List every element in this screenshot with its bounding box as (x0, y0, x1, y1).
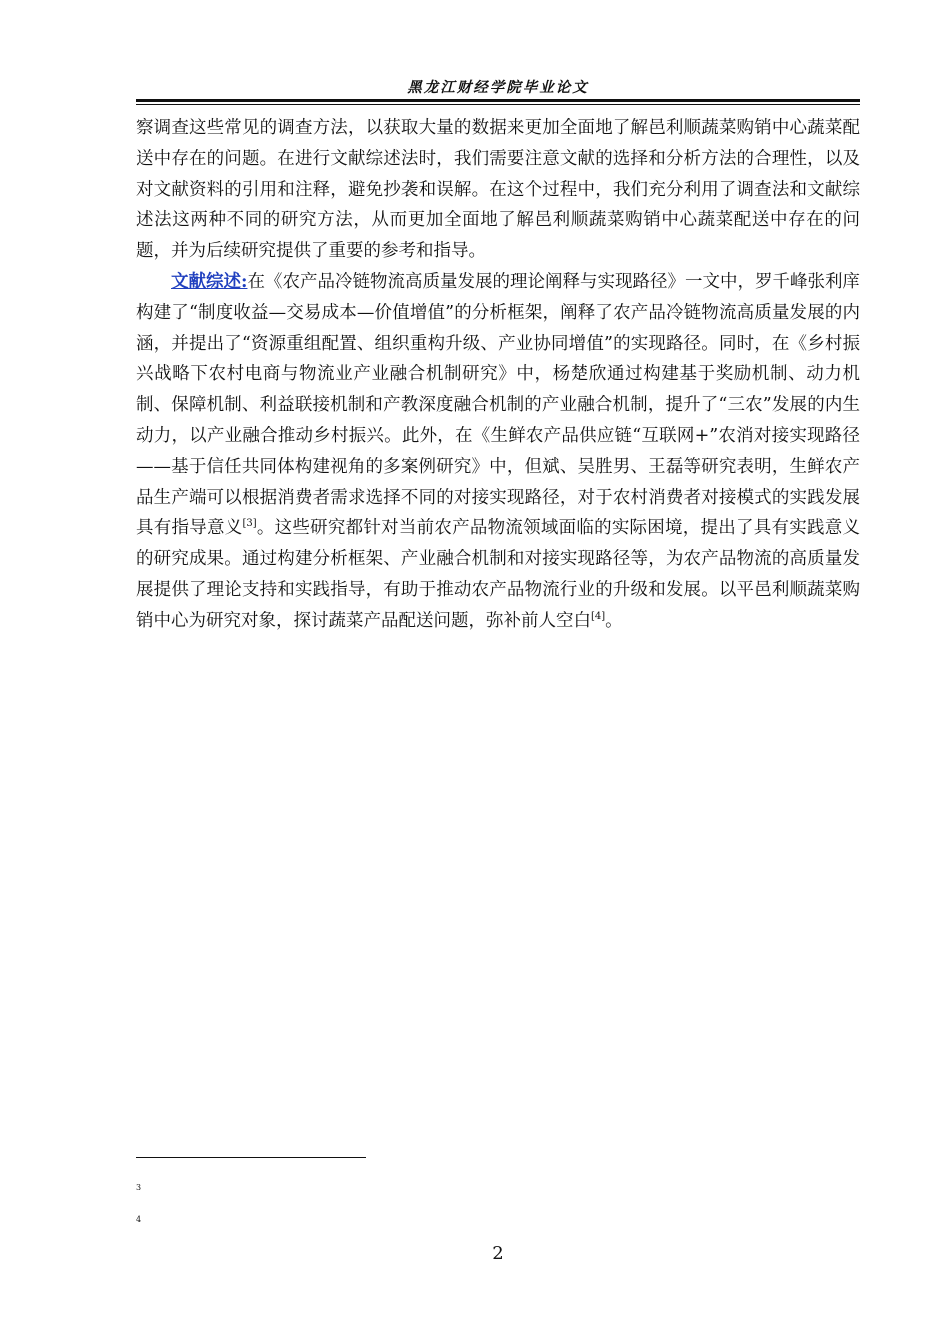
running-header: 黑龙江财经学院毕业论文 (407, 79, 589, 96)
citation-4: [4] (591, 610, 606, 622)
citation-3: [3] (242, 518, 257, 530)
paragraph-literature-review (136, 267, 860, 637)
literature-review-text-3: 。 (605, 610, 623, 631)
footnote-3-marker: 3 (136, 1183, 142, 1192)
page-number: 2 (492, 1243, 504, 1264)
literature-review-heading: 文献综述: (171, 271, 248, 292)
header-rule-thin (136, 104, 860, 105)
footnote-4-marker: 4 (136, 1215, 142, 1224)
header-rule-thick (136, 99, 860, 102)
literature-review-text-2: 。这些研究都针对当前农产品物流领域面临的实际困境，提出了具有实践意义的研究成果。通过构建分析框架、产业融合机制和对接实现路径等，为农产品物流的高质量发展提供了理论支持和实践指导，有助于推动农产品物流行业的升级和发展。以平邑利顺蔬菜购销中心为研究对象，探讨蔬菜产品配送问题，弥补前人空白 (136, 518, 861, 631)
literature-review-text-1: 在《农产品冷链物流高质量发展的理论阐释与实现路径》一文中，罗千峰张利庠构建了“制度收益—交易成本—价值增值”的分析框架，阐释了农产品冷链物流高质量发展的内涵，并提出了“资源重组配置、组织重构升级、产业协同增值”的实现路径。同时，在《乡村振兴战略下农村电商与物流业产业融合机制研究》中，杨楚欣通过构建基于奖励机制、动力机制、保障机制、利益联接机制和产教深度融合机制的产业融合机制，提升了“三农”发展的内生动力，以产业融合推动乡村振兴。此外，在《生鲜农产品供应链“互联网+”农消对接实现路径——基于信任共同体构建视角的多案例研究》中，但斌、吴胜男、王磊等研究表明，生鲜农产品生产端可以根据消费者需求选择不同的对接实现路径，对于农村消费者对接模式的实践发展具有指导意义 (136, 271, 860, 539)
body-text (136, 113, 860, 637)
footnote-separator (136, 1157, 366, 1158)
paragraph-methods-continued: 察调查这些常见的调查方法，以获取大量的数据来更加全面地了解邑利顺蔬菜购销中心蔬菜配送中存在的问题。在进行文献综述法时，我们需要注意文献的选择和分析方法的合理性，以及对文献资料的引用和注释，避免抄袭和误解。在这个过程中，我们充分利用了调查法和文献综述法这两种不同的研究方法，从而更加全面地了解邑利顺蔬菜购销中心蔬菜配送中存在的问题，并为后续研究提供了重要的参考和指导。 (136, 118, 860, 262)
